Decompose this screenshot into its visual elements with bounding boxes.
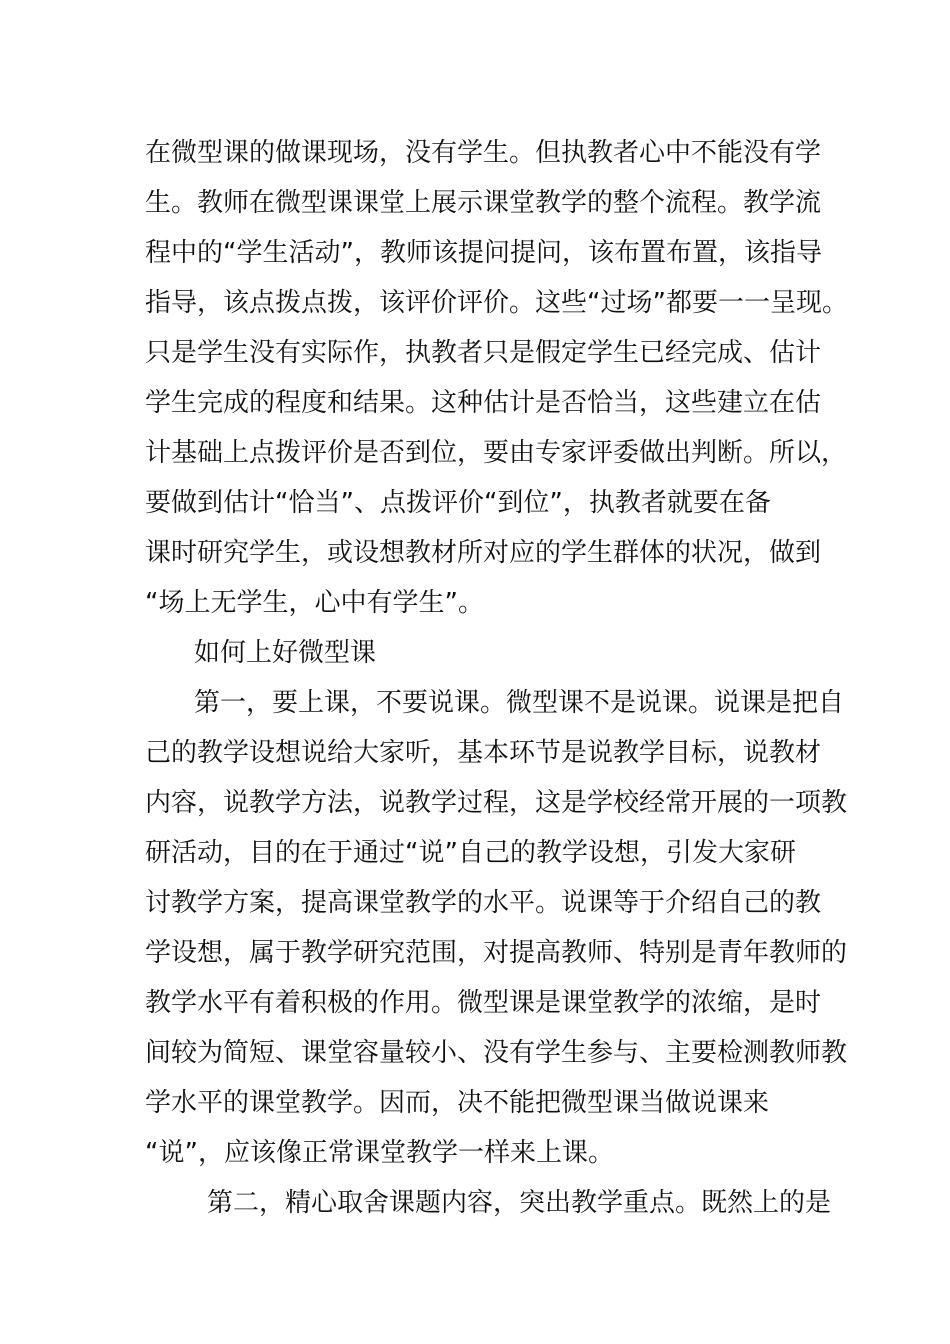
body-text [145,128,848,1228]
text-line: 生。教师在微型课课堂上展示课堂教学的整个流程。教学流 [145,188,822,218]
text-line: 程中的“学生活动”，教师该提问提问，该布置布置，该指导 [145,238,822,268]
text-line: 教学水平有着积极的作用。微型课是课堂教学的浓缩，是时 [145,988,822,1018]
text-line: 己的教学设想说给大家听，基本环节是说教学目标，说教材 [145,738,822,768]
text-line: 第二，精心取舍课题内容，突出教学重点。既然上的是 [207,1188,832,1218]
text-line: 只是学生没有实际作，执教者只是假定学生已经完成、估计 [145,338,822,368]
text-line: 内容，说教学方法，说教学过程，这是学校经常开展的一项教 [145,788,848,818]
text-line: 讨教学方案，提高课堂教学的水平。说课等于介绍自己的教 [145,888,822,918]
text-line: 指导，该点拨点拨，该评价评价。这些“过场”都要一一呈现。 [145,288,848,318]
text-line: 学水平的课堂教学。因而，决不能把微型课当做说课来 [145,1088,770,1118]
section-heading: 如何上好微型课 [194,638,377,668]
text-line: 课时研究学生，或设想教材所对应的学生群体的状况，做到 [145,538,822,568]
text-line: 第一，要上课，不要说课。微型课不是说课。说课是把自 [194,688,845,718]
text-line: 研活动，目的在于通过“说”自己的教学设想，引发大家研 [145,838,796,868]
text-line: 间较为简短、课堂容量较小、没有学生参与、主要检测教师教 [145,1038,848,1068]
text-line: 在微型课的做课现场，没有学生。但执教者心中不能没有学 [145,138,822,168]
text-line: 计基础上点拨评价是否到位，要由专家评委做出判断。所以， [145,438,848,468]
text-line: 学设想，属于教学研究范围，对提高教师、特别是青年教师的 [145,938,848,968]
text-line: 学生完成的程度和结果。这种估计是否恰当，这些建立在估 [145,388,822,418]
text-line: “说”，应该像正常课堂教学一样来上课。 [145,1138,614,1168]
text-line: 要做到估计“恰当”、点拨评价“到位”，执教者就要在备 [145,488,771,518]
text-line: “场上无学生，心中有学生”。 [145,588,484,618]
